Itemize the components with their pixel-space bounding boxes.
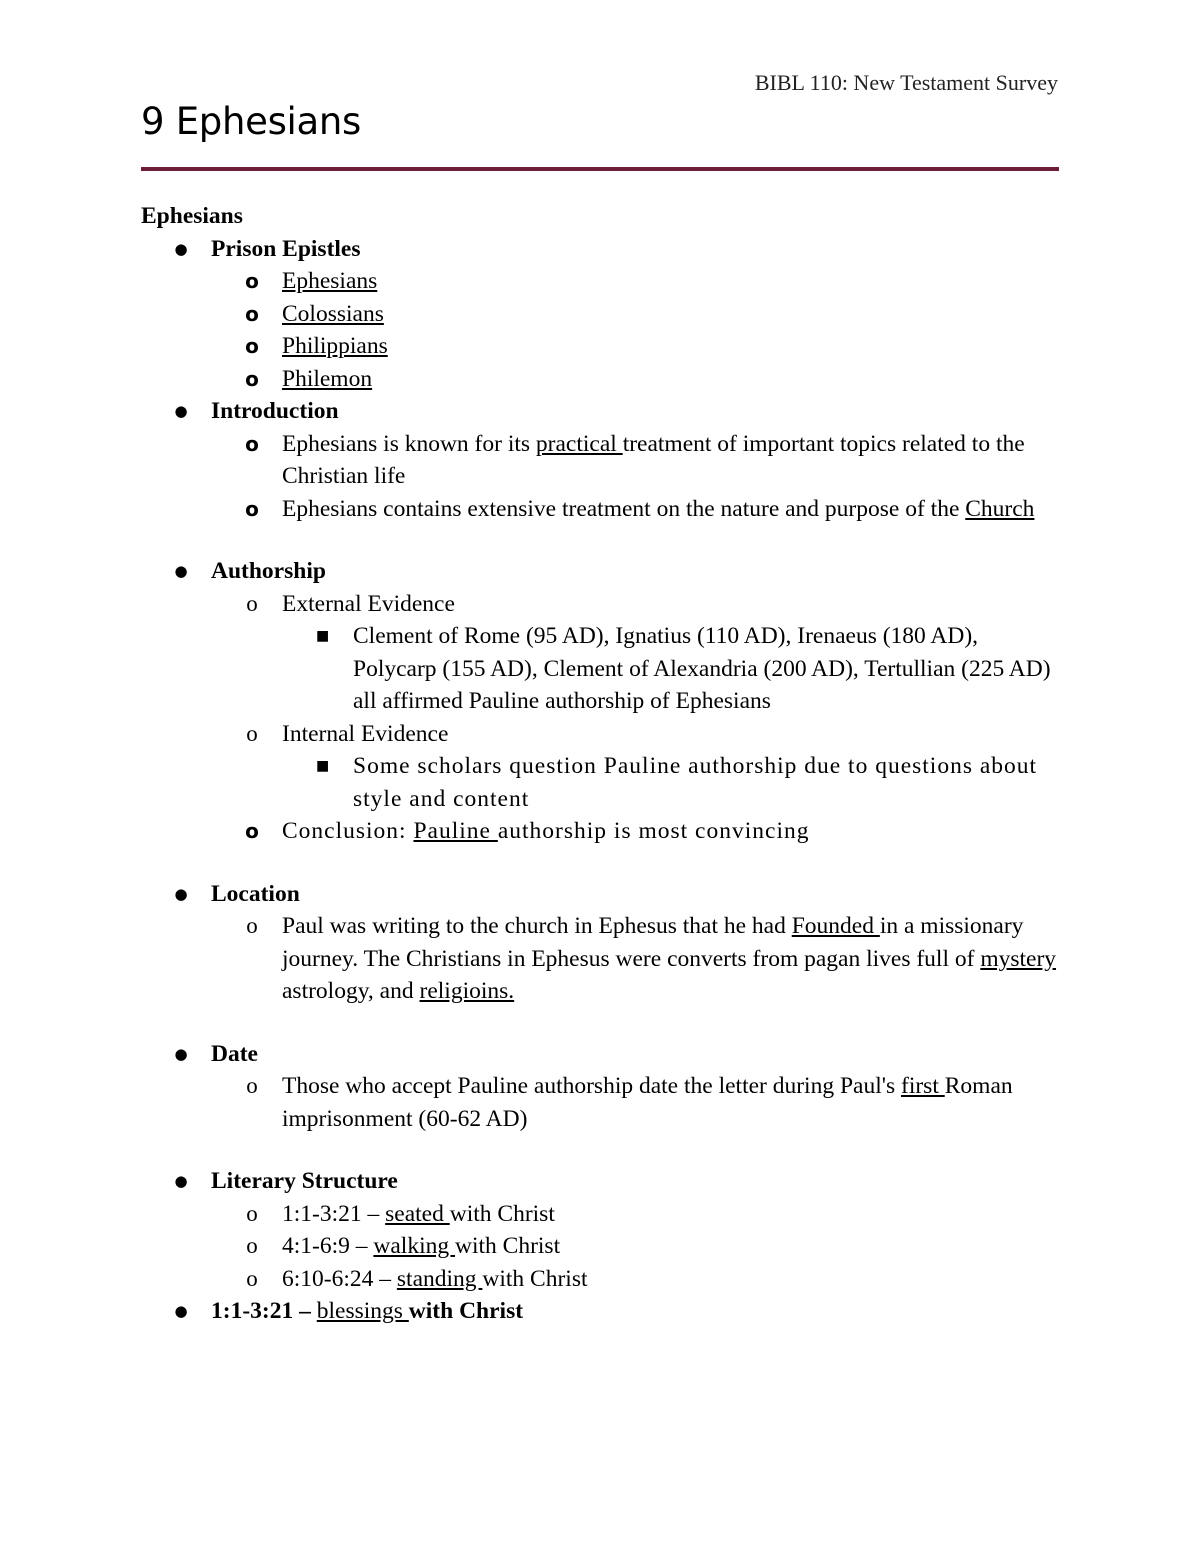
text: 6:10-6:24 – [282, 1265, 397, 1292]
outline-list [141, 233, 1059, 526]
sub-list [211, 1070, 1059, 1135]
text: authorship is most convincing [497, 818, 810, 844]
list-item [211, 428, 1059, 493]
underlined-term: practical [535, 430, 623, 457]
list-item [211, 718, 1059, 816]
hollow-circle-bullet-icon: o [246, 1265, 258, 1291]
underlined-term: Founded [791, 913, 880, 939]
text: in a missionary journey. The Christians in Ephesus were converts from pagan lives full of [282, 913, 1024, 972]
epistle-name: Philippians [282, 333, 388, 359]
hollow-circle-bullet-icon: o [245, 366, 259, 391]
hollow-circle-bullet-icon: o [246, 913, 258, 938]
list-item [211, 1230, 1059, 1263]
course-header: BIBL 110: New Testament Survey [754, 70, 1058, 95]
sub-sub-list [282, 750, 1059, 815]
filled-circle-bullet-icon: ● [174, 402, 188, 420]
text: Clement of Rome (95 AD), Ignatius (110 AD), Irenaeus (180 AD), Polycarp (155 AD), Clement of Alexandria (200 AD), Tertullian (225 AD) all affirmed Pauline authorship of Ephesians [353, 623, 1051, 714]
list-item-literary-structure [141, 1165, 1059, 1295]
item-label: Authorship [211, 558, 326, 584]
hollow-circle-bullet-icon: o [245, 819, 259, 843]
sub-list [211, 588, 1059, 848]
list-item [211, 1070, 1059, 1135]
list-item-blessings [141, 1295, 1059, 1328]
underlined-term: Pauline [413, 818, 498, 844]
list-item-authorship [141, 555, 1059, 848]
filled-circle-bullet-icon: ● [174, 884, 188, 903]
text: Ephesians contains extensive treatment on the nature and purpose of the [282, 495, 966, 522]
underlined-term: blessings [316, 1298, 409, 1324]
text: Some scholars question Pauline authorship due to questions about style and content [353, 753, 1038, 812]
underlined-term: seated [385, 1200, 450, 1227]
item-label: Prison Epistles [211, 235, 361, 262]
hollow-circle-bullet-icon: o [246, 1233, 258, 1258]
text: 1:1-3:21 – [211, 1298, 317, 1324]
text: with Christ [449, 1200, 555, 1227]
document-body [141, 200, 1059, 1328]
sub-list [211, 428, 1059, 526]
sub-sub-list [282, 620, 1059, 718]
underlined-term: first [901, 1073, 945, 1099]
sub-list [211, 265, 1059, 395]
list-item [211, 265, 1059, 298]
underlined-term: religioins. [419, 978, 515, 1004]
filled-circle-bullet-icon: ● [174, 1172, 188, 1190]
filled-circle-bullet-icon: ● [174, 1302, 188, 1320]
epistle-name: Philemon [282, 365, 373, 392]
list-item [211, 815, 1059, 848]
filled-circle-bullet-icon: ● [174, 562, 188, 580]
list-item [211, 588, 1059, 718]
outline-list [141, 555, 1059, 848]
text: astrology, and [282, 978, 420, 1004]
list-item-introduction [141, 395, 1059, 525]
text: 1:1-3:21 – [282, 1200, 386, 1227]
text: treatment of important topics related to the Christian life [282, 430, 1025, 489]
text: with Christ [482, 1265, 588, 1292]
list-item [211, 1263, 1059, 1296]
list-item [211, 363, 1059, 396]
list-item-prison-epistles [141, 233, 1059, 396]
sub-list [211, 1198, 1059, 1296]
hollow-circle-bullet-icon: o [246, 1073, 258, 1098]
text: Ephesians is known for its [282, 430, 536, 457]
text: Those who accept Pauline authorship date the letter during Paul's [282, 1073, 901, 1099]
item-label: Date [211, 1040, 258, 1067]
outline-list [141, 1165, 1059, 1328]
list-item [211, 910, 1059, 1008]
text: Roman imprisonment (60-62 AD) [282, 1073, 1013, 1132]
hollow-circle-bullet-icon: o [245, 496, 259, 521]
list-item-location [141, 878, 1059, 1008]
outline-list [141, 1038, 1059, 1136]
outline-list [141, 878, 1059, 1008]
text: Paul was writing to the church in Ephesus that he had [282, 913, 792, 939]
filled-circle-bullet-icon: ● [174, 239, 188, 258]
hollow-circle-bullet-icon: o [246, 1200, 258, 1226]
text: 4:1-6:9 – [282, 1233, 374, 1259]
hollow-circle-bullet-icon: o [246, 590, 258, 616]
filled-circle-bullet-icon: ● [174, 1044, 188, 1063]
underlined-term: Church [965, 495, 1035, 522]
list-item [211, 330, 1059, 363]
text: Internal Evidence [282, 720, 449, 747]
item-label: Location [211, 880, 300, 907]
sub-list [211, 910, 1059, 1008]
hollow-circle-bullet-icon: o [245, 431, 259, 456]
text: with Christ [408, 1298, 524, 1324]
list-item [211, 1198, 1059, 1231]
square-bullet-icon: ■ [316, 758, 330, 774]
list-item [282, 750, 1059, 815]
list-item [282, 620, 1059, 718]
hollow-circle-bullet-icon: o [246, 720, 258, 746]
page-title: 9 Ephesians [141, 100, 362, 143]
underlined-term: mystery [980, 945, 1057, 972]
list-item [211, 493, 1059, 526]
text: External Evidence [282, 590, 455, 617]
hollow-circle-bullet-icon: o [245, 301, 259, 326]
title-divider [141, 167, 1059, 171]
section-heading: Ephesians [141, 203, 243, 229]
hollow-circle-bullet-icon: o [245, 269, 259, 293]
list-item-date [141, 1038, 1059, 1136]
text: with Christ [454, 1233, 561, 1259]
item-label: Introduction [211, 398, 339, 424]
item-label: Literary Structure [211, 1168, 398, 1194]
epistle-name: Ephesians [282, 268, 378, 294]
epistle-name: Colossians [282, 300, 384, 327]
square-bullet-icon: ■ [316, 628, 330, 644]
underlined-term: walking [373, 1233, 455, 1259]
underlined-term: standing [396, 1265, 483, 1292]
list-item [211, 298, 1059, 331]
hollow-circle-bullet-icon: o [245, 334, 259, 358]
text: Conclusion: [282, 818, 414, 844]
